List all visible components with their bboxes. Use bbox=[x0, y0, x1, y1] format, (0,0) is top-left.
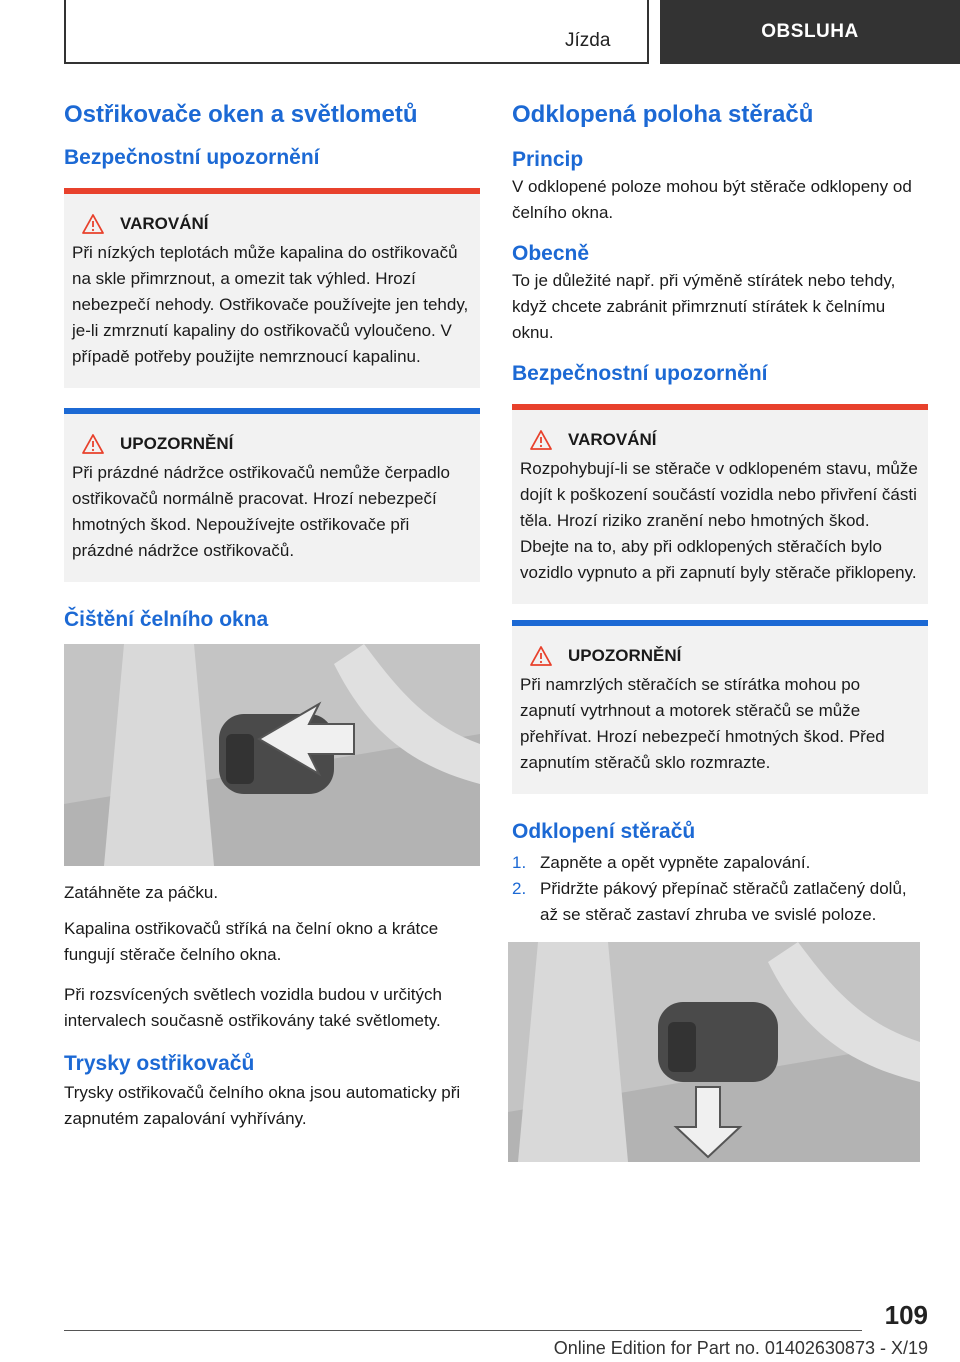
instruction-pull-lever: Zatáhněte za páčku. bbox=[64, 883, 219, 902]
section-title-washers: Ostřikovače oken a světlometů bbox=[64, 101, 418, 128]
list-item bbox=[512, 850, 928, 876]
warning-triangle-icon bbox=[530, 646, 552, 666]
safety-heading-left: Bezpečnostní upozornění bbox=[64, 146, 320, 169]
notice-text: Při prázdné nádržce ostřikovačů nemůže čerpadlo ostřikovačů normálně pracovat. Hrozí nebezpečí hmotných škod. Nepoužívejte ostřikovače při prázdné nádržce ostřikovačů. bbox=[72, 463, 450, 560]
header-section-label: Jízda bbox=[565, 30, 611, 51]
footer-edition: Online Edition for Part no. 01402630873 - X/19 bbox=[553, 1338, 928, 1358]
notice-title-row bbox=[72, 434, 472, 454]
wiper-lever-push-illustration bbox=[508, 942, 920, 1162]
left-column bbox=[64, 100, 480, 1142]
headlight-wash-text: Při rozsvícených světlech vozidla budou v určitých intervalech současně ostřikovány také světlomety. bbox=[64, 985, 442, 1030]
fold-wipers-heading: Odklopení stěračů bbox=[512, 820, 696, 843]
warning-title: VAROVÁNÍ bbox=[120, 214, 209, 233]
warning-triangle-icon bbox=[82, 214, 104, 234]
washer-nozzles-heading: Trysky ostřikovačů bbox=[64, 1052, 255, 1075]
notice-box-left bbox=[64, 408, 480, 582]
notice-text: Při namrzlých stěračích se stírátka mohou po zapnutí vytrhnout a motorek stěračů se může přehřívat. Hrozí nebezpečí hmotných škod. Před zapnutím stěračů sklo rozmrazte. bbox=[520, 675, 885, 772]
wiper-lever-pull-photo bbox=[64, 644, 480, 866]
notice-title: UPOZORNĚNÍ bbox=[120, 434, 234, 453]
page-number: 109 bbox=[884, 1300, 928, 1330]
right-column bbox=[512, 100, 928, 1176]
washer-spray-text: Kapalina ostřikovačů stříká na čelní okno a krátce fungují stěrače čelního okna. bbox=[64, 919, 439, 964]
warning-title-row bbox=[520, 430, 920, 450]
warning-text: Rozpohybují-li se stěrače v odklopeném stavu, může dojít k poškození součástí vozidla nebo přivření části těla. Hrozí riziko zranění nebo hmotných škod. Dbejte na to, aby při odklopených stěračích bylo vozidlo vypnuto a při zapnutí byly stěrače přiklopeny. bbox=[520, 459, 918, 582]
principle-heading: Princip bbox=[512, 148, 584, 171]
warning-triangle-icon bbox=[530, 430, 552, 450]
washer-nozzles-text: Trysky ostřikovačů čelního okna jsou automaticky při zapnutém zapalování vyhřívány. bbox=[64, 1083, 461, 1128]
wiper-lever-pull-illustration bbox=[64, 644, 480, 866]
warning-text: Při nízkých teplotách může kapalina do ostřikovačů na skle přimrznout, a omezit tak výhled. Hrozí nebezpečí nehody. Ostřikovače používejte jen tehdy, je-li zmrznutí kapaliny do ostřikovačů vyloučeno. V případě potřeby použijte nemrznoucí kapalinu. bbox=[72, 243, 469, 366]
notice-box-right bbox=[512, 620, 928, 794]
warning-box-right bbox=[512, 404, 928, 604]
section-title-wiper-fold: Odklopená poloha stěračů bbox=[512, 101, 814, 128]
general-heading: Obecně bbox=[512, 242, 590, 265]
step-number: 2. bbox=[512, 879, 527, 898]
header-rule-divider bbox=[647, 0, 649, 64]
warning-title: VAROVÁNÍ bbox=[568, 430, 657, 449]
notice-title-row bbox=[520, 646, 920, 666]
step-number: 1. bbox=[512, 853, 527, 872]
header-rule-bottom bbox=[64, 62, 649, 64]
header-rule-left bbox=[64, 0, 66, 64]
warning-triangle-icon bbox=[82, 434, 104, 454]
notice-title: UPOZORNĚNÍ bbox=[568, 646, 682, 665]
safety-heading-right: Bezpečnostní upozornění bbox=[512, 362, 768, 385]
clean-windshield-heading: Čištění čelního okna bbox=[64, 608, 269, 631]
step-text: Zapněte a opět vypněte zapalování. bbox=[540, 853, 811, 872]
general-text: To je důležité např. při výměně stírátek nebo tehdy, když chcete zabránit přimrznutí stírátek k čelnímu oknu. bbox=[512, 271, 896, 342]
warning-title-row bbox=[72, 214, 472, 234]
warning-box-left bbox=[64, 188, 480, 388]
footer-rule bbox=[64, 1330, 862, 1331]
list-item bbox=[512, 876, 928, 928]
wiper-lever-push-photo bbox=[508, 942, 920, 1162]
header-chapter-tab: OBSLUHA bbox=[660, 0, 960, 64]
fold-steps-list bbox=[512, 850, 928, 928]
principle-text: V odklopené poloze mohou být stěrače odklopeny od čelního okna. bbox=[512, 177, 912, 222]
step-text: Přidržte pákový přepínač stěračů zatlačený dolů, až se stěrač zastaví zhruba ve svislé poloze. bbox=[540, 879, 907, 924]
